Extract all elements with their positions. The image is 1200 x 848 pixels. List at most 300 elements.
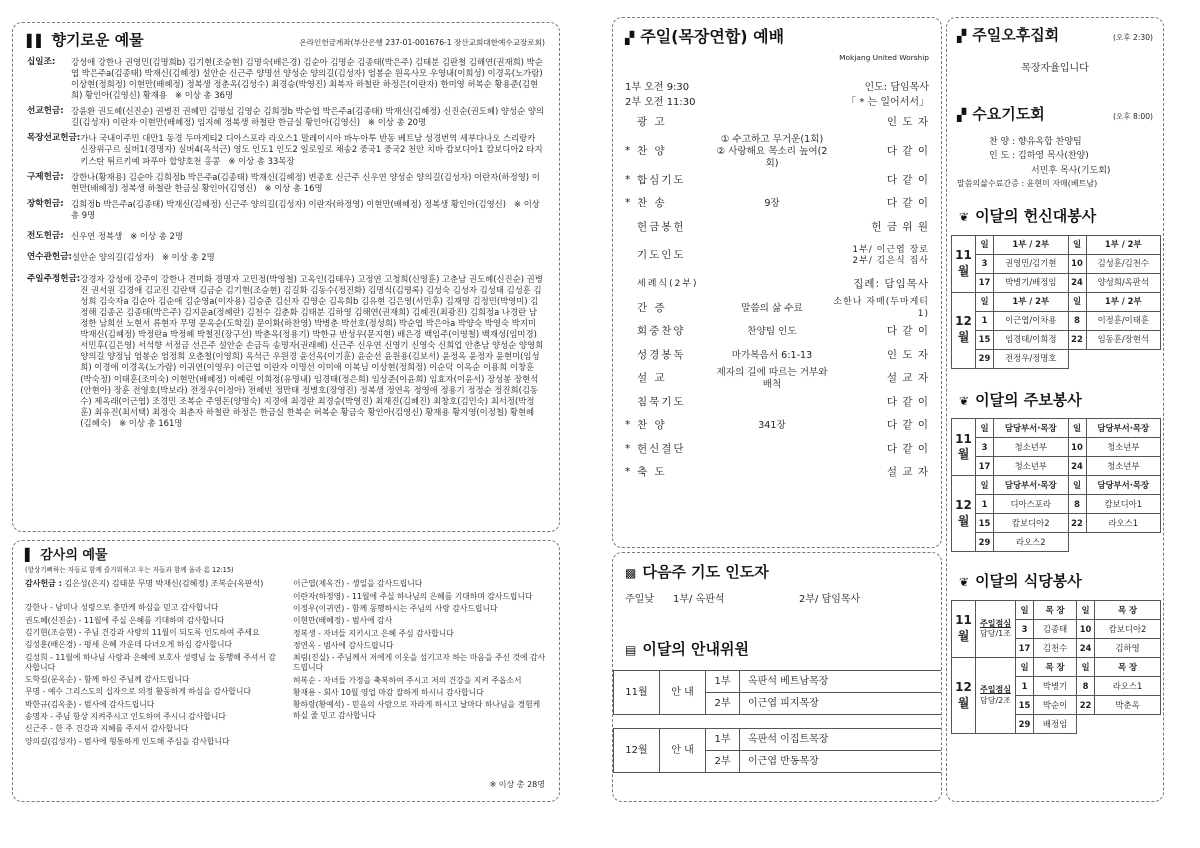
offering-category [27, 231, 545, 242]
usher-role: 안 내 [660, 728, 706, 772]
service-note: 「 * 는 일어서서」 [846, 97, 929, 109]
dedication-head-cell: 1부 / 2부 [1086, 235, 1161, 254]
kitchen-cell: 김하영 [1095, 639, 1161, 658]
service-row [625, 367, 929, 391]
service-item-name: 성경봉독 [637, 348, 686, 361]
bulletin-head-cell: 담당부서·목장 [994, 476, 1069, 495]
account-info: 온라인헌금계좌(부산은행 237-01-001676-1 장산교회대한예수교장로회) [299, 38, 545, 47]
usher-name: 이근엽 피지목장 [740, 692, 943, 714]
bulletin-head-cell: 일 [976, 476, 994, 495]
service-item-name: 침묵기도 [637, 395, 686, 408]
bulletin-cell: 캄보디아2 [994, 514, 1069, 533]
bulletin-cell: 청소년부 [1086, 438, 1161, 457]
service-subtitle: Mokjang United Worship [839, 53, 929, 63]
dedication-head-cell: 일 [976, 235, 994, 254]
bulletin-cell: 15 [976, 514, 994, 533]
dedication-head-cell: 일 [1068, 292, 1086, 311]
dedication-cell: 이근엽/이차용 [994, 311, 1069, 330]
kitchen-table [951, 600, 1161, 734]
dedication-month: 12월 [952, 292, 976, 368]
standing-mark: * [625, 173, 631, 186]
usher-part: 2부 [706, 750, 740, 772]
dedication-cell: 권영민/김기현 [994, 254, 1069, 273]
section-bullet-icon: ▞ [957, 29, 967, 43]
dedication-cell: 양성희/옥판석 [1086, 273, 1161, 292]
kitchen-side-team: 담당/1조 [980, 629, 1011, 639]
service-box [612, 17, 942, 548]
bulletin-cell [1068, 533, 1086, 552]
thanks-header [25, 547, 547, 564]
kitchen-head-row [952, 601, 1161, 620]
thanks-item: 이현만(배혜정) - 범사에 감사 [293, 616, 393, 626]
bulletin-month: 11월 [952, 419, 976, 476]
service-row [625, 438, 929, 462]
flower-icon: ❦ [959, 209, 970, 224]
service-item-leader: 헌 금 위 원 [871, 220, 929, 233]
thanks-item: 김성훈(배은경) - 평세 은혜 가운데 다녀오게 하심 감사합니다 [25, 640, 233, 650]
dedication-cell: 8 [1068, 311, 1086, 330]
dedication-cell [1068, 349, 1086, 368]
dedication-cell: 1 [976, 311, 994, 330]
kitchen-cell: 17 [1016, 639, 1034, 658]
bulletin-head-row [952, 476, 1161, 495]
dedication-cell: 김성훈/김천수 [1086, 254, 1161, 273]
wednesday-line: 인 도 : 김하영 목사(찬양) [989, 151, 1089, 162]
kitchen-cell: 캄보디아2 [1095, 620, 1161, 639]
usher-name: 옥판석 베트남목장 [740, 670, 943, 692]
service-item-leader: 설 교 자 [886, 466, 929, 479]
kitchen-cell: 박춘옥 [1095, 696, 1161, 715]
bulletin-head-cell: 일 [976, 419, 994, 438]
afternoon-time: (오후 2:30) [1112, 33, 1153, 42]
thanks-item: 정연옥 - 범사에 감사드립니다 [293, 640, 394, 650]
kitchen-side-label: 주일점심 [980, 618, 1011, 628]
service-item-leader: 다 같 이 [886, 325, 929, 338]
dedication-row [952, 349, 1161, 368]
service-item-detail: 9장 [764, 198, 780, 209]
dedication-cell: 전정우/정명호 [994, 349, 1069, 368]
kitchen-cell: 10 [1077, 620, 1095, 639]
kitchen-head-cell: 목 장 [1095, 601, 1161, 620]
service-item-name: 세례식(2부) [637, 279, 699, 290]
bulletin-row [952, 533, 1161, 552]
afternoon-title: ▞ 주일오후집회 [957, 26, 1060, 44]
thanks-item: 권도혜(신진순) - 11월에 주실 은혜를 기대하며 감사합니다 [25, 615, 225, 625]
thanks-item: 무명 - 예수 그리스도의 십자으로 의정 활동하게 하심을 감사합니다 [25, 687, 251, 697]
thanks-item: 이근엽(제옥건) - 생일을 감사드립니다 [293, 579, 423, 589]
bulletin-row [952, 514, 1161, 533]
offering-names [72, 252, 545, 263]
bulletin-cell: 29 [976, 533, 994, 552]
service-item-name: 간 증 [637, 301, 667, 314]
bulletin-row [952, 495, 1161, 514]
offering-count: ※ 이상 총 161명 [119, 417, 183, 428]
thanks-verse: (항상기뻐하는 자들로 함께 즐거워하고 우는 자들과 함께 울라 롬 12:15) [25, 566, 234, 575]
bulletin-cell: 라오스2 [994, 533, 1069, 552]
offering-label: 주일주정헌금: [27, 273, 81, 284]
dedication-cell: 이정훈/이태훈 [1086, 311, 1161, 330]
bulletin-cell: 청소년부 [994, 438, 1069, 457]
thanks-item: 정복생 - 자녀들 지키시고 은혜 주심 감사합니다 [293, 628, 454, 638]
kitchen-side [976, 601, 1016, 658]
offering-count: ※ 이상 총 2명 [161, 252, 215, 263]
dedication-cell: 임동훈/장현석 [1086, 330, 1161, 349]
offering-category [27, 133, 545, 166]
bulletin-head-cell: 담당부서·목장 [994, 419, 1069, 438]
service-row [625, 320, 929, 344]
thanks-item: 박한규(김옥춘) - 범사에 감사드립니다 [25, 699, 155, 709]
service-item-name: 헌금봉헌 [637, 220, 686, 233]
offering-names [71, 57, 545, 101]
usher-month: 11월 [614, 670, 660, 714]
section-bullet-icon: ▌▌ [27, 34, 46, 48]
service-row [625, 391, 929, 415]
service-time-row-2 [625, 96, 929, 109]
bulletin-cell: 22 [1068, 514, 1086, 533]
offering-count: ※ 이상 총 16명 [264, 182, 323, 193]
offering-label: 십일조: [27, 56, 56, 67]
schedule-box [946, 17, 1164, 802]
kitchen-cell: 15 [1016, 696, 1034, 715]
dedication-head-row [952, 235, 1161, 254]
flower-icon: ❦ [959, 575, 970, 590]
service-item-leader: 소한나 자매(두마게티1) [833, 297, 929, 319]
thanks-box [12, 540, 560, 802]
offering-names [80, 274, 545, 429]
afternoon-text: 목장자율입니다 [1021, 62, 1089, 74]
kitchen-cell: 22 [1077, 696, 1095, 715]
bulletin-cell: 17 [976, 457, 994, 476]
kitchen-cell: 배정임 [1034, 715, 1077, 734]
service-order [625, 111, 929, 485]
offering-count: ※ 이상 총 9명 [71, 198, 540, 220]
dedication-cell: 29 [976, 349, 994, 368]
ushers-title: ▤ 이달의 안내위원 [625, 639, 749, 658]
bulletin-cell: 1 [976, 495, 994, 514]
dedication-cell: 24 [1068, 273, 1086, 292]
service-item-leader: 다 같 이 [886, 442, 929, 455]
thanks-title: ▌ 감사의 예물 [25, 548, 108, 563]
afternoon-header [951, 26, 1159, 46]
offering-name-list: 강윤환 권도혜(신진순) 권병진 권혜민 김명섭 김영순 김희정b 박순엽 박은주a(김종태) 박재신(김혜정) 신진순(권도혜) 양성순 양의길(김성자) 이란자 이현만(배혜정) 임지혜 정복생 하철란 한금실 황인아(김영신) [71, 106, 545, 128]
offering-category [27, 172, 545, 194]
offering-label: 장학헌금: [27, 198, 64, 209]
bulletin-cell: 8 [1068, 495, 1086, 514]
offering-name-list: 김희정b 박은주a(김종태) 박재신(김혜정) 신근주 양의길(김성자) 이란자(하정영) 이현만(배혜정) 정복생 황인아(김영신) [71, 198, 507, 209]
dedication-head-cell: 1부 / 2부 [994, 292, 1069, 311]
service-item-detail: 찬양팀 인도 [747, 326, 797, 337]
usher-part: 2부 [706, 692, 740, 714]
offering-label: 목장선교헌금: [27, 133, 81, 144]
dedication-row [952, 311, 1161, 330]
dedication-cell: 10 [1068, 254, 1086, 273]
wednesday-time: (오후 8:00) [1112, 111, 1153, 121]
offering-category [27, 106, 545, 128]
service-item-name: 합심기도 [637, 173, 686, 186]
bulletin-cell: 3 [976, 438, 994, 457]
next-prayer-title: ▩ 다음주 기도 인도자 [625, 563, 769, 581]
service-item-leader: 다 같 이 [886, 419, 929, 432]
offering-list [27, 57, 545, 429]
dedication-head-cell: 일 [976, 292, 994, 311]
service-item-detail: ① 수고하고 무거운(1회) ② 사랑해요 목소리 높여(2회) [716, 133, 828, 169]
service-time-1: 1부 오전 9:30 [625, 81, 690, 93]
bulletin-head-cell: 일 [1068, 476, 1086, 495]
service-row [625, 192, 929, 216]
thanks-item: 김성희 - 11월에 하나님 사랑과 은혜에 보호사 성령님 늘 동행해 주셔서 감사합니다 [25, 652, 276, 672]
kitchen-cell: 김종태 [1034, 620, 1077, 639]
service-item-leader: 다 같 이 [886, 145, 929, 158]
service-item-name: 기도인도 [637, 249, 686, 262]
kitchen-cell: 1 [1016, 677, 1034, 696]
wednesday-header [951, 105, 1159, 125]
service-row [625, 414, 929, 438]
usher-name: 옥판석 이집트목장 [740, 728, 943, 750]
kitchen-month: 12월 [952, 658, 976, 734]
bulletin-cell: 캄보디아1 [1086, 495, 1161, 514]
thanks-right-column [293, 577, 547, 746]
service-row [625, 297, 929, 321]
offering-names [71, 199, 545, 221]
service-title: ▞ 주일(목장연합) 예배 [625, 27, 785, 46]
kitchen-cell: 24 [1077, 639, 1095, 658]
section-bullet-icon: ▞ [625, 31, 635, 45]
kitchen-cell [1095, 715, 1161, 734]
standing-mark: * [625, 442, 631, 455]
bulletin-cell [1086, 533, 1161, 552]
thanks-item: 송명자 - 주님 항상 지켜주시고 인도하여 주시니 감사합니다 [25, 711, 226, 721]
bulletin-month: 12월 [952, 476, 976, 552]
service-item-leader: 다 같 이 [886, 197, 929, 210]
offering-name-list: 가나 국내이주민 대만1 동경 두마게티2 디아스포라 라오스1 말레이시아 바누아투 반동 베트남 성경번역 세부다나오 스리랑카 신장위구르 실버1(경명자) 실버4(옥석근) 영도 인도1 인도2 일로일로 채송2 중국1 중국2 천안 치바 캄보디아1 캄보디아2 타지키스탄 튀르키예 파푸아 합양호천 홍콩 [80, 133, 543, 166]
bulletin-table [951, 418, 1161, 552]
usher-month: 12월 [614, 728, 660, 772]
offering-names [71, 172, 545, 194]
kitchen-head-cell: 일 [1077, 658, 1095, 677]
kitchen-head-cell: 목 장 [1034, 601, 1077, 620]
service-row [625, 344, 929, 368]
usher-row [614, 728, 943, 750]
offerings-box [12, 22, 560, 532]
dedication-head-row [952, 292, 1161, 311]
kitchen-side-team: 담당/2조 [980, 695, 1011, 705]
thanks-item: 황재용 - 회사 10월 영업 마감 잘하게 하시니 감사합니다 [293, 687, 484, 697]
service-item-name: 찬 양 [637, 419, 667, 432]
bulletin-row [952, 457, 1161, 476]
kitchen-head-row [952, 658, 1161, 677]
service-item-detail: 제자의 길에 따르는 거부와 배척 [716, 367, 828, 390]
dedication-row [952, 330, 1161, 349]
bulletin-cell: 10 [1068, 438, 1086, 457]
thanks-item: 황하랑(황예석) - 믿음의 사람으로 자라게 하시고 날마다 하나님을 경험케 하실 줄 믿고 감사합니다 [293, 700, 541, 720]
kitchen-cell: 박순이 [1034, 696, 1077, 715]
dedication-cell: 박병기/배정임 [994, 273, 1069, 292]
kitchen-head-cell: 목 장 [1095, 658, 1161, 677]
usher-part: 1부 [706, 670, 740, 692]
service-time-row-1 [625, 81, 929, 94]
offering-category [27, 199, 545, 221]
offering-name-list: 강성애 강한나 권영민(김명희b) 김기현(조승현) 김명숙(배은경) 김순아 김명순 김종태(박은주) 김태분 김판철 김해연(권재희) 박순엽 박은주a(김종태) 박재신(김혜정) 설안순 신근주 양명선 양성순 양의길(김성자) 엄봉순 원옥사모 우영내(이희성) 이경옥(노가람) 이상현(정희정) 이현만(배혜정) 정복생 정춘옥(김성수) 최경승(박영진) 최복자 하철란 하정은(이란자) 한미영 허복순 황용준(김현희) 황인아(김영신) 황재용 [71, 56, 543, 101]
offering-name-list: 설안순 양의길(김성자) [71, 252, 154, 263]
offerings-title: ▌▌ 향기로운 예물 [27, 31, 144, 49]
service-row [625, 273, 929, 297]
section-bullet-icon: ▩ [625, 566, 637, 580]
service-row [625, 216, 929, 240]
usher-name: 이근엽 반동목장 [740, 750, 943, 772]
service-item-name: 찬 송 [637, 197, 667, 210]
service-item-name: 광 고 [637, 116, 667, 129]
service-time-2: 2부 오전 11:30 [625, 97, 696, 109]
offering-label: 구제헌금: [27, 171, 64, 182]
service-item-name: 헌신결단 [637, 442, 686, 455]
thanks-item: 강한나 - 남미나 성령으로 충만케 하심을 믿고 감사합니다 [25, 603, 219, 613]
dedication-cell: 15 [976, 330, 994, 349]
bulletin-title: ❦ 이달의 주보봉사 [959, 390, 1082, 409]
standing-mark: * [625, 419, 631, 432]
dedication-table [951, 235, 1161, 369]
flower-icon: ❦ [959, 393, 970, 408]
next-prayer-row [625, 593, 929, 606]
usher-row [614, 670, 943, 692]
service-item-leader: 인 도 자 [886, 348, 929, 361]
kitchen-head-cell: 목 장 [1034, 658, 1077, 677]
bulletin-cell: 청소년부 [994, 457, 1069, 476]
kitchen-side [976, 658, 1016, 734]
bulletin-head-row [952, 419, 1161, 438]
kitchen-title: ❦ 이달의 식당봉사 [959, 572, 1082, 591]
offering-names [71, 231, 545, 242]
dedication-month: 11월 [952, 235, 976, 292]
wednesday-title: ▞ 수요기도회 [957, 104, 1045, 123]
dedication-cell: 17 [976, 273, 994, 292]
service-item-leader: 인 도 자 [886, 116, 929, 129]
service-item-leader: 집례: 담임목사 [853, 278, 929, 291]
service-item-leader: 다 같 이 [886, 173, 929, 186]
usher-role: 안 내 [660, 670, 706, 714]
offering-count: ※ 이상 총 33목장 [228, 155, 295, 166]
bulletin-head-cell: 담당부서·목장 [1086, 476, 1161, 495]
thanks-count: ※ 이상 총 28명 [489, 780, 545, 790]
offering-category [27, 252, 545, 263]
wednesday-line: 찬 양 : 향유옥합 찬양팀 [989, 136, 1082, 147]
kitchen-month: 11월 [952, 601, 976, 658]
kitchen-side-label: 주일점심 [980, 685, 1011, 695]
thanks-item: 김기현(조승현) - 주님 건강과 사랑의 11월이 되도록 인도하여 주세요 [25, 627, 260, 637]
standing-mark: * [625, 197, 631, 210]
thanks-left-column [25, 591, 279, 746]
service-item-leader: 1부/ 이근엽 장로 2부/ 김은식 집사 [852, 245, 929, 267]
service-row [625, 169, 929, 193]
offering-label: 전도헌금: [27, 231, 64, 242]
kitchen-head-cell: 일 [1016, 658, 1034, 677]
offering-count: ※ 이상 총 20명 [368, 117, 427, 128]
bulletin-head-cell: 일 [1068, 419, 1086, 438]
thanks-item: 이정우(이귀연) - 함께 동행하시는 주님의 사랑 감사드립니다 [293, 603, 498, 613]
offering-names [80, 133, 545, 166]
bulletin-cell: 청소년부 [1086, 457, 1161, 476]
offering-name-list: 강한나(황재용) 김순아 김희정b 박은주a(김종태) 박재신(김혜정) 변종호 신근주 신우연 양성순 양의길(김성자) 이란자(하정영) 이현만(배혜정) 정복생 하철란 한금실 황인아(김영신) [71, 171, 540, 193]
kitchen-cell: 박병기 [1034, 677, 1077, 696]
standing-mark: * [625, 144, 631, 157]
standing-mark: * [625, 466, 631, 479]
thanks-item: 신근주 - 한 주 건강과 지혜를 주셔서 감사합니다 [25, 724, 189, 734]
service-item-name: 찬 양 [637, 144, 667, 157]
service-row [625, 111, 929, 135]
service-item-name: 축 도 [637, 466, 667, 479]
service-item-leader: 다 같 이 [886, 395, 929, 408]
dedication-row [952, 254, 1161, 273]
usher-spacer [614, 714, 943, 728]
kitchen-cell [1077, 715, 1095, 734]
kitchen-head-cell: 일 [1077, 601, 1095, 620]
next-prayer-label: 주일낮 [625, 593, 654, 605]
kitchen-cell: 라오스1 [1095, 677, 1161, 696]
thanks-lead: 감사헌금 : 김은성(은지) 김태분 무명 박재신(김혜정) 조복순(옥판석) [25, 578, 264, 588]
offering-label: 연수관헌금: [27, 252, 72, 263]
usher-table [613, 670, 942, 773]
service-row [625, 239, 929, 273]
thanks-item: 도학길(문옥순) - 함께 하신 주님께 감사드립니다 [25, 675, 190, 685]
thanks-item: 양의길(김성자) - 범사에 형통하게 인도해 주심을 감사합니다 [25, 736, 230, 746]
service-item-detail: 마가복음서 6:1-13 [731, 349, 813, 361]
dedication-cell: 22 [1068, 330, 1086, 349]
section-bullet-icon: ▞ [957, 107, 967, 122]
bulletin-row [952, 438, 1161, 457]
dedication-head-cell: 일 [1068, 235, 1086, 254]
service-leader: 인도: 담임목사 [864, 81, 929, 93]
service-item-name: 설 교 [637, 372, 667, 385]
kitchen-cell: 29 [1016, 715, 1034, 734]
offering-category [27, 57, 545, 101]
offering-label: 선교헌금: [27, 106, 64, 117]
dedication-title: ❦ 이달의 헌신대봉사 [959, 206, 1097, 225]
dedication-head-cell: 1부 / 2부 [994, 235, 1069, 254]
bulletin-head-cell: 담당부서·목장 [1086, 419, 1161, 438]
thanks-item: 허복순 - 자녀들 가정을 축복하여 주시고 저의 건강을 지켜 주옵소서 [293, 675, 522, 685]
prayer-usher-box [612, 552, 942, 802]
offering-names [71, 106, 545, 128]
service-item-detail: 말씀의 삶 수료 [741, 302, 803, 314]
wednesday-line: 말씀의삶수료간증 : 윤현미 자매(베트남) [957, 178, 1098, 188]
offering-count: ※ 이상 총 2명 [130, 231, 183, 242]
dedication-cell [1086, 349, 1161, 368]
dedication-row [952, 273, 1161, 292]
dedication-cell: 3 [976, 254, 994, 273]
offering-name-list: 신우연 정복생 [71, 231, 123, 242]
service-item-name: 회중찬양 [637, 325, 686, 338]
dedication-head-cell: 1부 / 2부 [1086, 292, 1161, 311]
service-item-leader: 설 교 자 [886, 372, 929, 385]
kitchen-cell: 김천수 [1034, 639, 1077, 658]
thanks-item: 최림(진실) - 주님께서 저에게 이웃을 섬기고자 하는 마음을 주신 것에 감사드립니다 [293, 653, 546, 673]
dedication-cell: 임경태/이희정 [994, 330, 1069, 349]
kitchen-head-cell: 일 [1016, 601, 1034, 620]
thanks-item: 이란자(하정영) - 11월에 주실 하나님의 은혜를 기대하며 감사드립니다 [293, 591, 533, 601]
offering-category [27, 274, 545, 429]
wednesday-line: 서민후 목사(기도회) [1031, 165, 1111, 176]
bulletin-cell: 24 [1068, 457, 1086, 476]
next-prayer-first: 1부/ 옥판석 [673, 593, 725, 605]
kitchen-cell: 8 [1077, 677, 1095, 696]
bulletin-cell: 디아스포라 [994, 495, 1069, 514]
usher-part: 1부 [706, 728, 740, 750]
offering-name-list: 강경자 강성애 강주이 강한나 견미화 경명자 고민정(박영철) 고옥인(김태우) 고정연 고청희(신영훈) 고춘남 권도혜(신진순) 권병진 권서원 김경애 김교진 김란택 김금순 김기현(조승현) 김길화 김동수(정진화) 김명식(김명록) 김성숙 김성자 김성태 김성훈 김성희 김숙자a 김순아 김순애 김순영a(이자용) 김승준 김신자 김영순 김옥희b 김유현 김은영(서민후) 김재명 김정민(박영미) 김정해 김종곤 김종태(박은주) 김지운a(정혜란) 김천수 김춘화 김태분 김하영 김해연(권재희) 김혜진(최광진) 김희정a 나경란 남정한 남희선 노현서 류현자 무명 문옥순(도학길) 문이화(하찬영) 박병춘 박선호(정성희) 박순엽 박은아a 박양숙 박영숙 박지미 박재신(김혜정) 박정란a 박정혜 박철진(장구선) 박춘옥(정용기) 박한규 반성우(문지현) 배은경 백임주(이영철) 백재성(임미경) 서민후(김은영) 서석향 서정금 선은주 설안순 손금득 송명자(권래혜) 신근주 신우연 신영기 신영숙 신희업 안춘남 양성순 양영희 양의길 양정님 엄봉순 엄정희 오춘철(이영희) 옥석근 우원경 윤선옥(이기훈) 윤순선 윤원용(김보서) 윤정옥 윤정자 윤현미(임성희) 이경애 이경옥(노가람) 이귀연(이영우) 이근엽 이란자 이명선 이미애 이복님 이상현(정희정) 이순덕 이옥순 이용희 이창훈(박숙정) 이태훈(조미숙) 이현만(배혜정) 이혜린 이희정(유명내) 임경태(정은희) 임상준(이윤희) 임효자(이윤서) 장성봉 장현석(안현아) 장훈 전영호(박보라) 전정우(이정아) 전혜빈 정만태 정병호(장영진) 정복생 정연옥 정영애 정용기 정정순 정진희(김동수) 제옥래(이근엽) 조경민 조복순 주영돈(양명숙) 지경애 최경란 최경승(박영진) 최재진(김혜진) 최창호(김민숙) 최서정(박정훈) 최유진(최서택) 최정숙 최춘자 하철란 하정은 한금실 한복순 허복순 황금숙 황인아(김영신) 황재용 황지영(이정철) 황현혜(김혜숙) [80, 273, 544, 428]
offering-count: ※ 이상 총 36명 [175, 90, 234, 101]
section-bullet-icon: ▌ [25, 548, 35, 562]
kitchen-cell: 3 [1016, 620, 1034, 639]
service-row [625, 135, 929, 169]
next-prayer-second: 2부/ 담임목사 [799, 593, 861, 605]
